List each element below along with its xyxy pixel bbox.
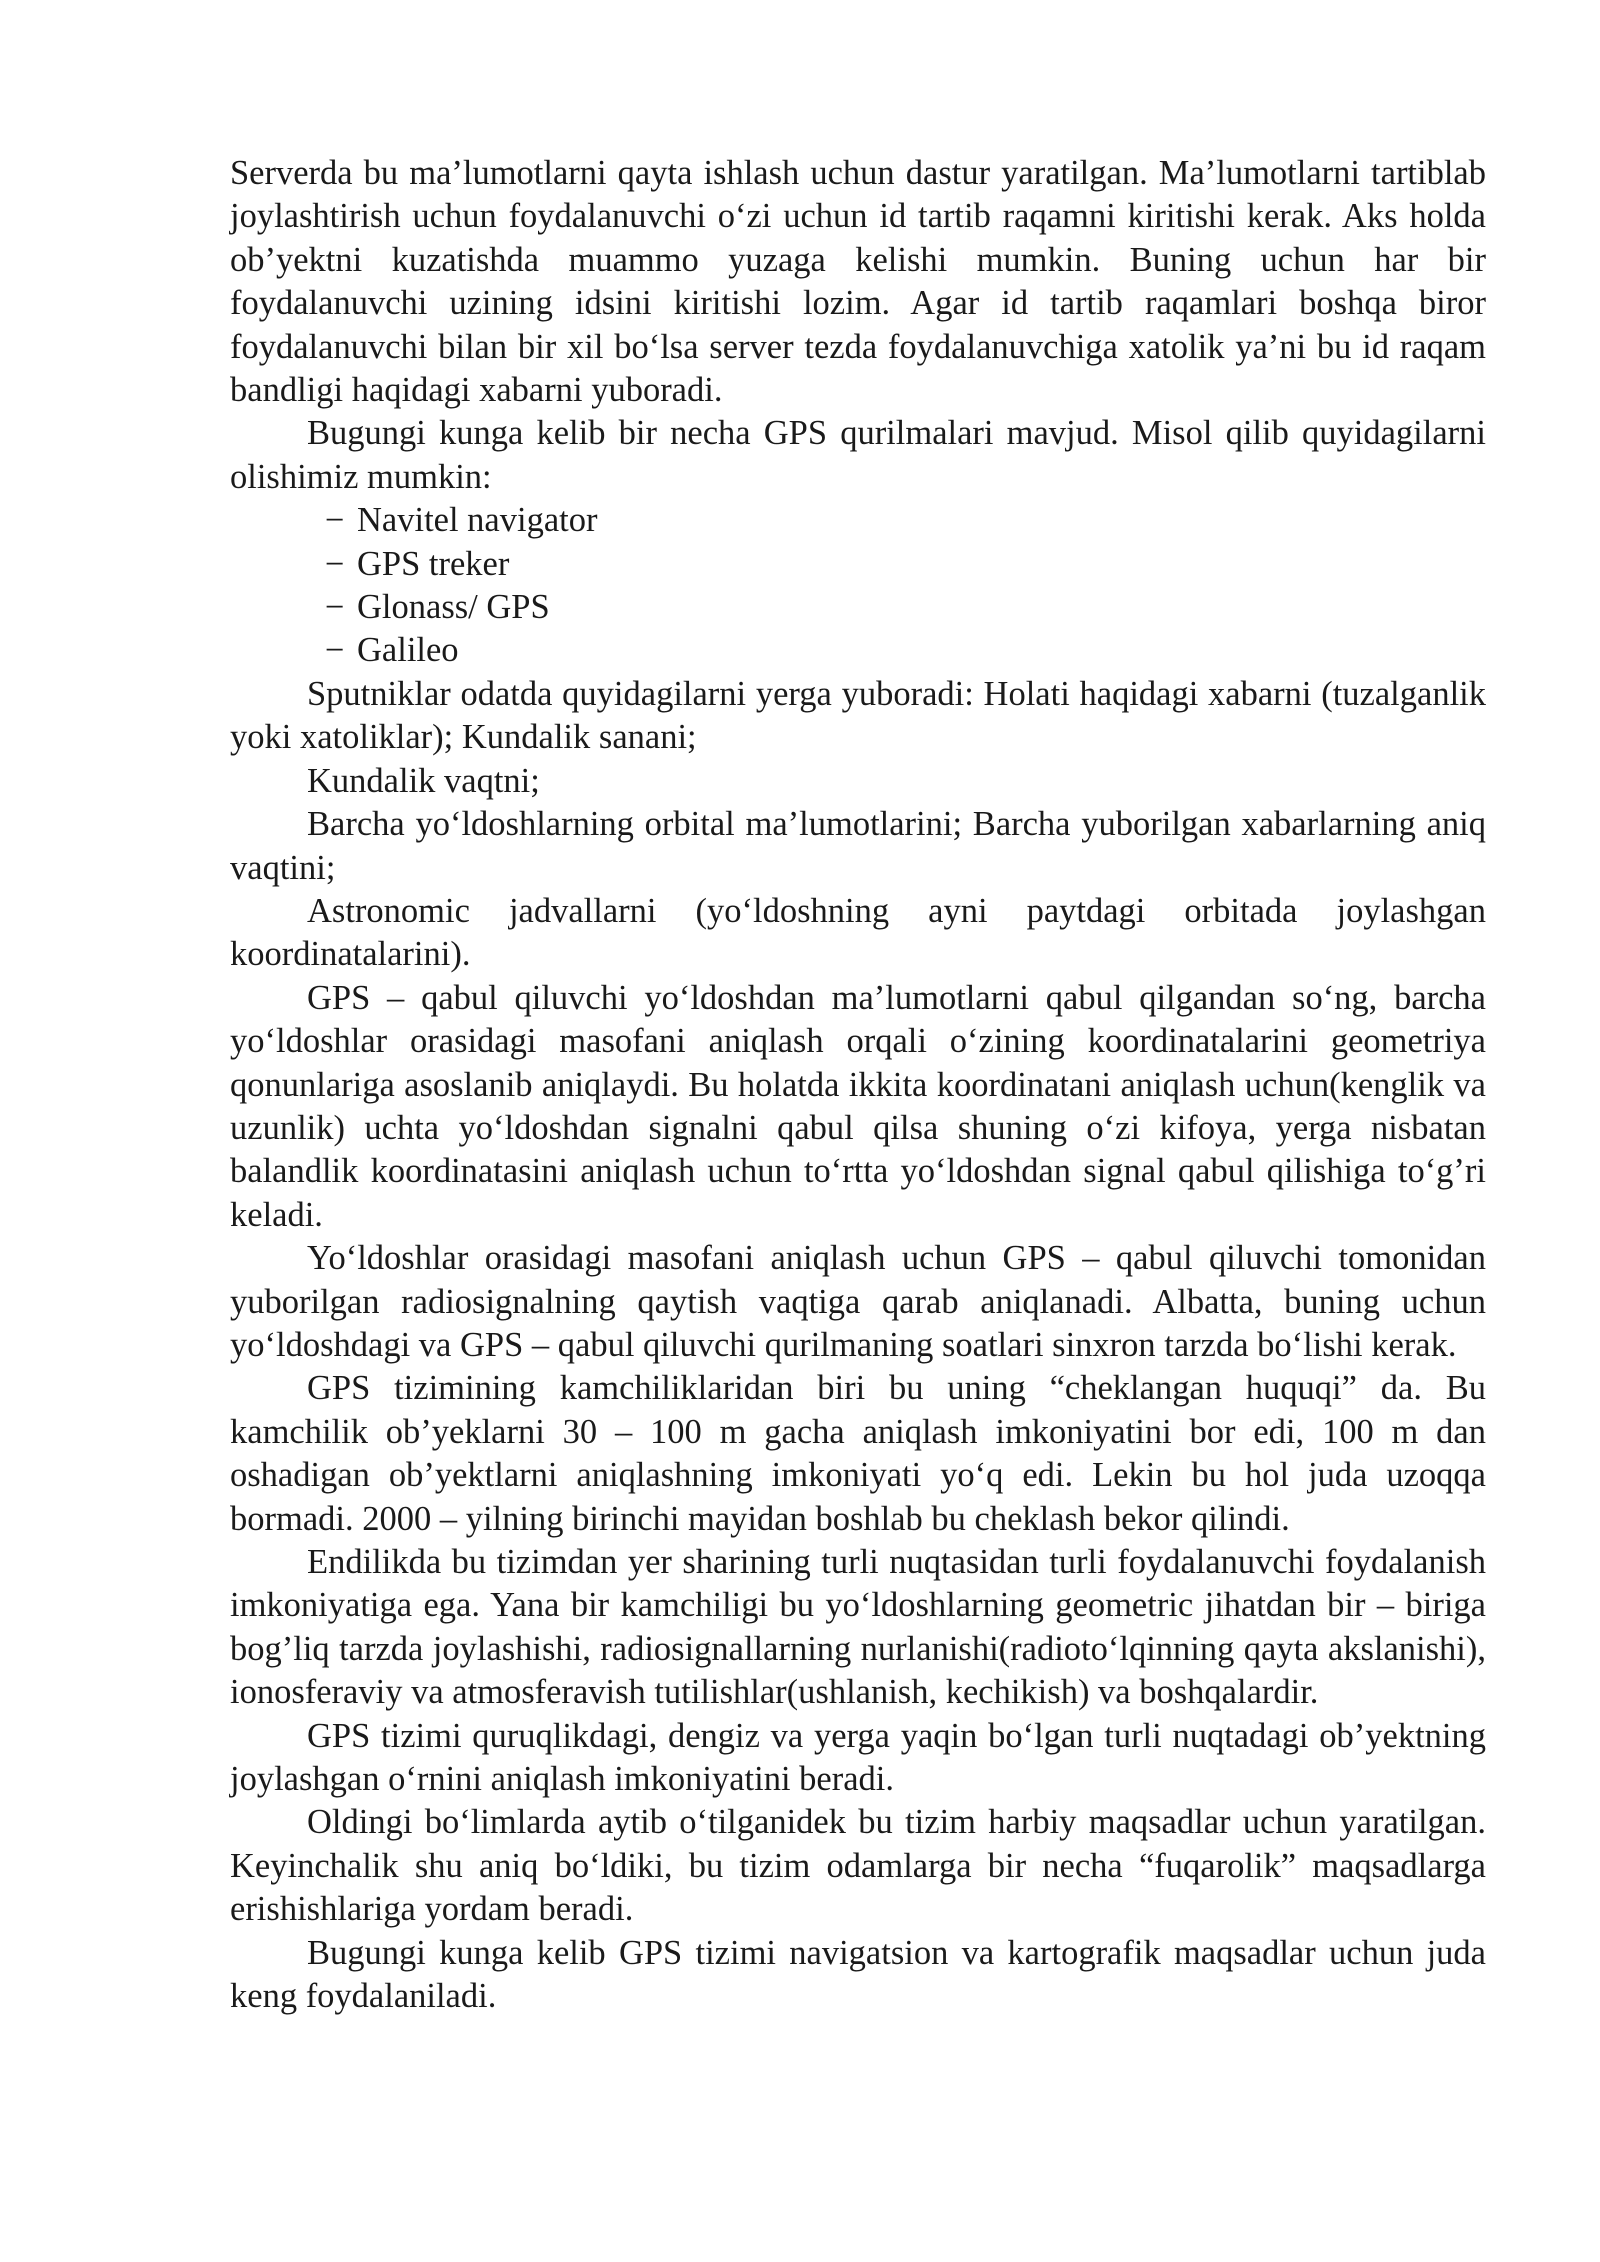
paragraph: Barcha yo‘ldoshlarning orbital ma’lumotlarini; Barcha yuborilgan xabarlarning aniq vaqtini; bbox=[230, 805, 1486, 887]
paragraph: Serverda bu ma’lumotlarni qayta ishlash uchun dastur yaratilgan. Ma’lumotlarni tartiblab joylashtirish uchun foydalanuvchi o‘zi uchun id tartib raqamni kiritishi kerak. Aks holda ob’yektni kuzatishda muammo yuzaga kelishi mumkin. Buning uchun har bir foydalanuvchi uzining idsini kiritishi lozim. Agar id tartib raqamlari boshqa biror foydalanuvchi bilan bir xil bo‘lsa server tezda foydalanuvchiga xatolik ya’ni bu id raqam bandligi haqidagi xabarni yuboradi. bbox=[230, 154, 1486, 410]
list-dash-marker: − bbox=[325, 588, 345, 627]
paragraph: Oldingi bo‘limlarda aytib o‘tilganidek bu tizim harbiy maqsadlar uchun yaratilgan. Keyinchalik shu aniq bo‘ldiki, bu tizim odamlarga bir necha “fuqarolik” maqsadlarga erishishlariga yordam beradi. bbox=[230, 1803, 1486, 1929]
gps-devices-list bbox=[230, 499, 1486, 673]
list-item-text: Navitel navigator bbox=[357, 501, 598, 540]
list-dash-marker: − bbox=[325, 501, 345, 540]
paragraph: Yo‘ldoshlar orasidagi masofani aniqlash uchun GPS – qabul qiluvchi tomonidan yuborilgan radiosignalning qaytish vaqtiga qarab aniqlanadi. Albatta, buning uchun yo‘ldoshdagi va GPS – qabul qiluvchi qurilmaning soatlari sinxron tarzda bo‘lishi kerak. bbox=[230, 1239, 1486, 1364]
list-dash-marker: − bbox=[325, 544, 345, 583]
list-dash-marker: − bbox=[325, 631, 345, 670]
paragraph: Bugungi kunga kelib bir necha GPS qurilmalari mavjud. Misol qilib quyidagilarni olishimiz mumkin: bbox=[230, 414, 1486, 496]
paragraph: Endilikda bu tizimdan yer sharining turli nuqtasidan turli foydalanuvchi foydalanish imkoniyatiga ega. Yana bir kamchiligi bu yo‘ldoshlarning geometric jihatdan bir – biriga bog’liq tarzda joylashishi, radiosignallarning nurlanishi(radioto‘lqinning qayta akslanishi), ionosferaviy va atmosferavish tutilishlar(ushlanish, kechikish) va boshqalardir. bbox=[230, 1543, 1486, 1712]
paragraph: GPS tizimining kamchiliklaridan biri bu uning “cheklangan huquqi” da. Bu kamchilik ob’yeklarni 30 – 100 m gacha aniqlash imkoniyatini bor edi, 100 m dan oshadigan ob’yektlarni aniqlashning imkoniyati yo‘q edi. Lekin bu hol juda uzoqqa bormadi. 2000 – yilning birinchi mayidan boshlab bu cheklash bekor qilindi. bbox=[230, 1369, 1486, 1538]
list-item-text: GPS treker bbox=[357, 544, 510, 583]
paragraph: GPS – qabul qiluvchi yo‘ldoshdan ma’lumotlarni qabul qilgandan so‘ng, barcha yo‘ldoshlar orasidagi masofani aniqlash orqali o‘zining koordinatalarini geometriya qonunlariga asoslanib aniqlaydi. Bu holatda ikkita koordinatani aniqlash uchun(kenglik va uzunlik) uchta yo‘ldoshdan signalni qabul qilsa shuning o‘zi kifoya, yerga nisbatan balandlik koordinatasini aniqlash uchun to‘rtta yo‘ldoshdan signal qabul qilishiga to‘g’ri keladi. bbox=[230, 978, 1486, 1234]
list-item-text: Glonass/ GPS bbox=[357, 588, 550, 627]
paragraph: Sputniklar odatda quyidagilarni yerga yuboradi: Holati haqidagi xabarni (tuzalganlik yoki xatoliklar); Kundalik sanani; bbox=[230, 674, 1486, 757]
list-item bbox=[230, 629, 1486, 672]
list-item bbox=[230, 543, 1486, 586]
paragraph: GPS tizimi quruqlikdagi, dengiz va yerga yaqin bo‘lgan turli nuqtadagi ob’yektning joylashgan o‘rnini aniqlash imkoniyatini beradi. bbox=[230, 1716, 1486, 1799]
paragraph: Astronomic jadvallarni (yo‘ldoshning ayni paytdagi orbitada joylashgan koordinatalarini). bbox=[230, 891, 1486, 974]
list-item-text: Galileo bbox=[357, 631, 459, 670]
list-item bbox=[230, 499, 1486, 542]
list-item bbox=[230, 586, 1486, 629]
paragraph: Bugungi kunga kelib GPS tizimi navigatsion va kartografik maqsadlar uchun juda keng foydalaniladi. bbox=[230, 1933, 1486, 2016]
document-page bbox=[230, 152, 1486, 2018]
paragraph: Kundalik vaqtni; bbox=[307, 761, 540, 800]
